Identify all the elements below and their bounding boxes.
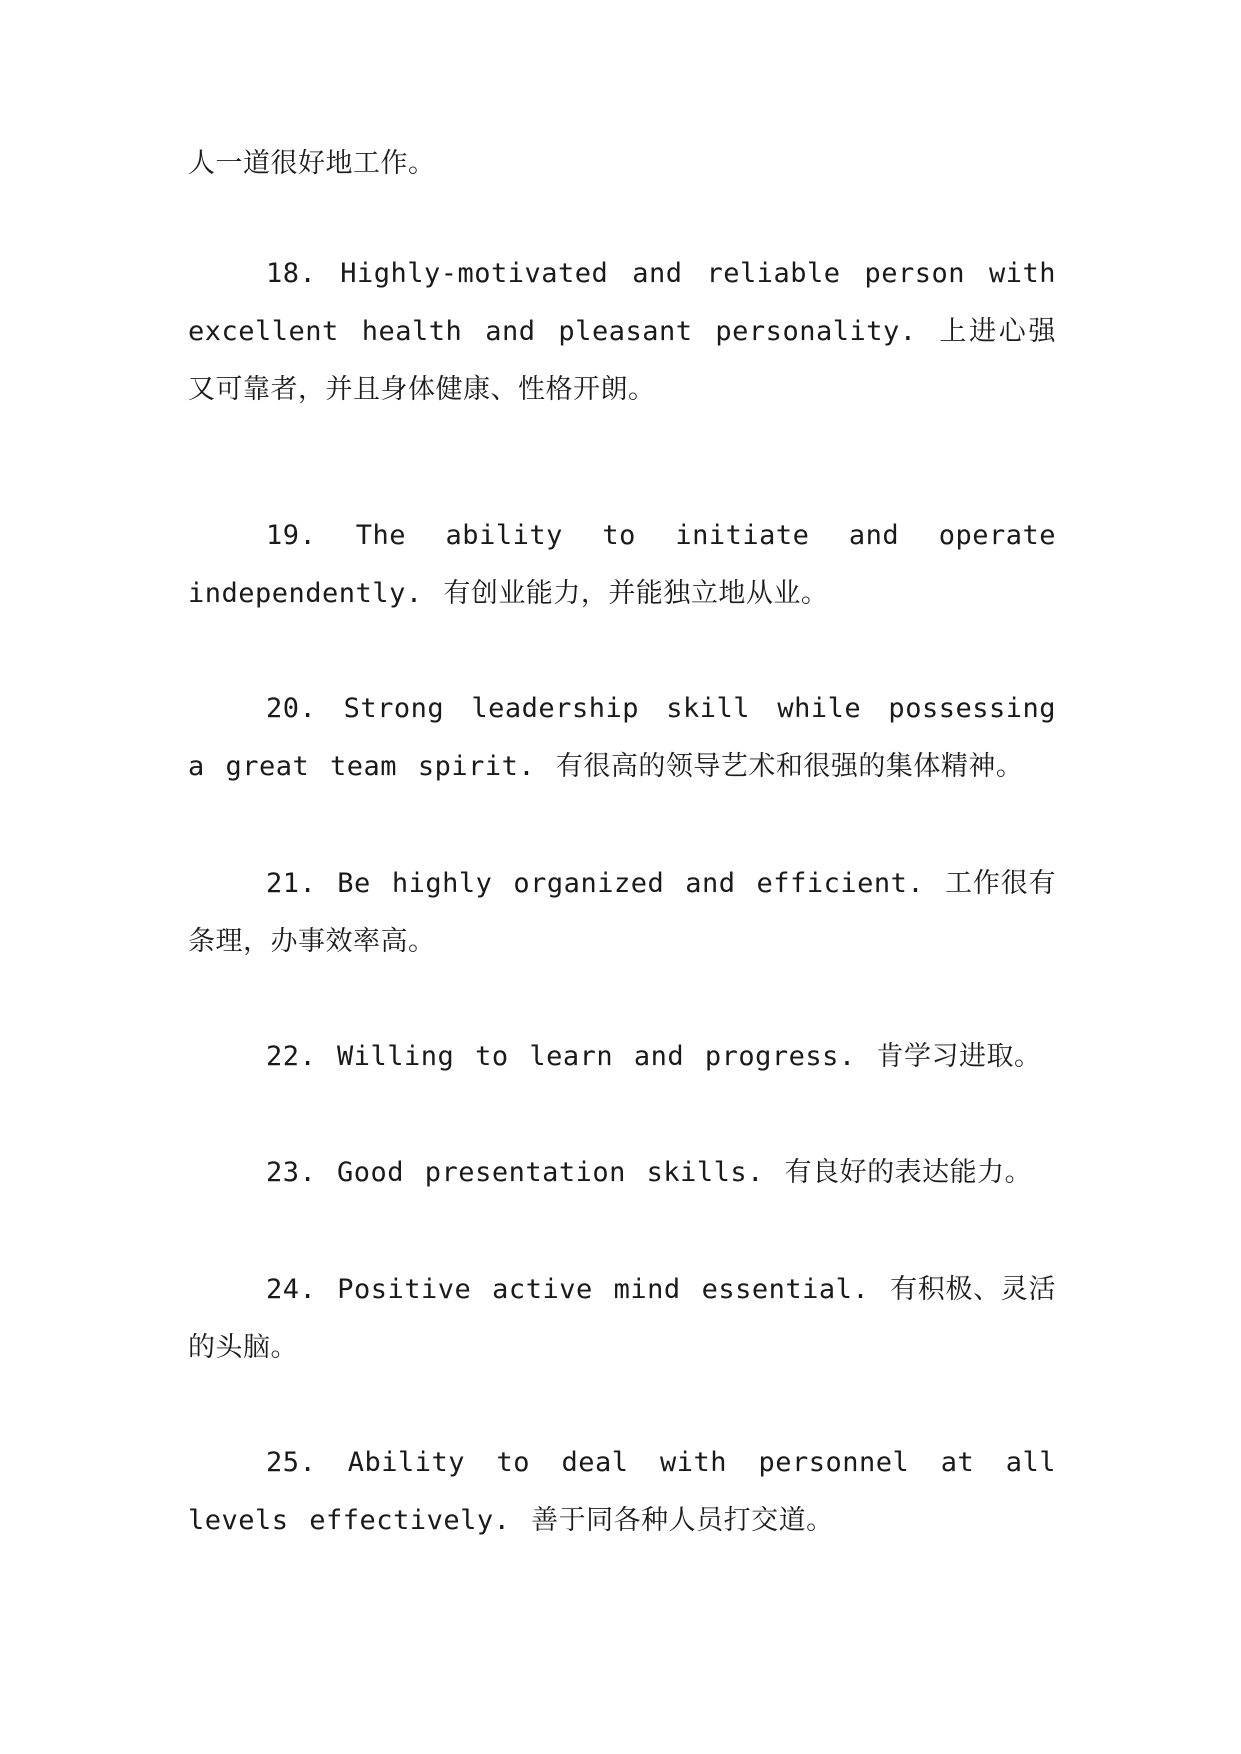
paragraph-24: 24. Positive active mind essential. 有积极、灵活的头脑。: [188, 1274, 1056, 1363]
paragraph-20: 20. Strong leadership skill while possessing a great team spirit. 有很高的领导艺术和很强的集体精神。: [188, 693, 1056, 782]
paragraph-21: 21. Be highly organized and efficient. 工作很有条理，办事效率高。: [188, 868, 1056, 957]
paragraph-18: 18. Highly-motivated and reliable person with excellent health and pleasant personality. 上进心强又可靠者，并且身体健康、性格开朗。: [188, 258, 1056, 405]
paragraph-23: 23. Good presentation skills. 有良好的表达能力。: [266, 1157, 1033, 1188]
paragraph-22: 22. Willing to learn and progress. 肯学习进取。: [266, 1041, 1042, 1072]
paragraph-19: 19. The ability to initiate and operate independently. 有创业能力，并能独立地从业。: [188, 520, 1056, 609]
paragraph-17-continuation: 人一道很好地工作。: [188, 148, 436, 179]
paragraph-25: 25. Ability to deal with personnel at all levels effectively. 善于同各种人员打交道。: [188, 1447, 1056, 1536]
